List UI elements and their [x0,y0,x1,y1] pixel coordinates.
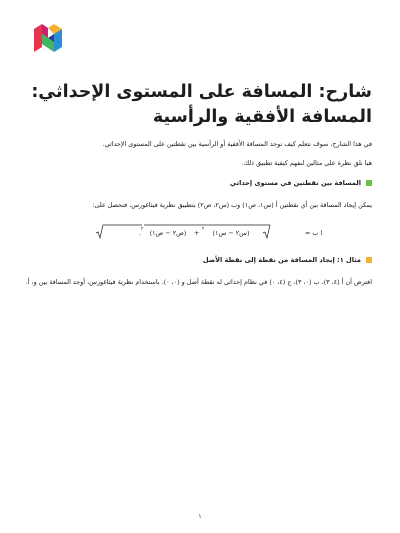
section-body: يمكن إيجاد المسافة بين أي نقطتين أ (س١، ص١) وب (س٢، ص٢) بتطبيق نظرية فيثاغورس، فنحصل على: [92,201,372,209]
sqrt-radical [263,225,270,238]
formula-lhs: ا ب = [305,229,323,237]
example-marker-icon [366,257,372,263]
intro-paragraph: في هذا الشارح، سوف نتعلم كيف نوجد المسافة الأفقية أو الرأسية بين نقطتين على المستوى الإحداثي. [102,140,372,148]
page-number: ١ [198,513,202,520]
example-heading-text: مثال ١: إيجاد المسافة من نقطة إلى نقطة الأصل [202,256,361,264]
formula-sup-1: ٢ [202,227,205,232]
formula-term2: (ص٢ − ص١) [149,229,187,237]
formula-tail: . [139,229,142,237]
formula-term1: (س٢ − س١) [212,229,250,237]
distance-formula [138,224,323,240]
section-marker-icon [366,180,372,186]
sqrt-sign [96,225,142,238]
lead-in-paragraph: هيا نلق نظرة على مثالين لنفهم كيفية تطبيق ذلك. [241,159,372,167]
formula-plus: + [194,229,200,237]
page-title: شارح: المسافة على المستوى الإحداثي: المسافة الأفقية والرأسية [31,82,372,127]
nagwa-logo-icon [34,24,62,52]
section-heading [28,178,372,188]
example-heading [28,255,372,265]
example-body: افترض أن أ (٤، ٣)، ب (٠، ٣)، ج (٤، ٠) في نظام إحداثي له نقطة أصل و (٠، ٠). باستخدام نظرية فيثاغورس، أوجد المسافة بين و، أ. [25,278,372,286]
formula-sup: ٢ [141,227,144,232]
section-heading-text: المسافة بين نقطتين في مستوى إحداثي [229,179,361,187]
